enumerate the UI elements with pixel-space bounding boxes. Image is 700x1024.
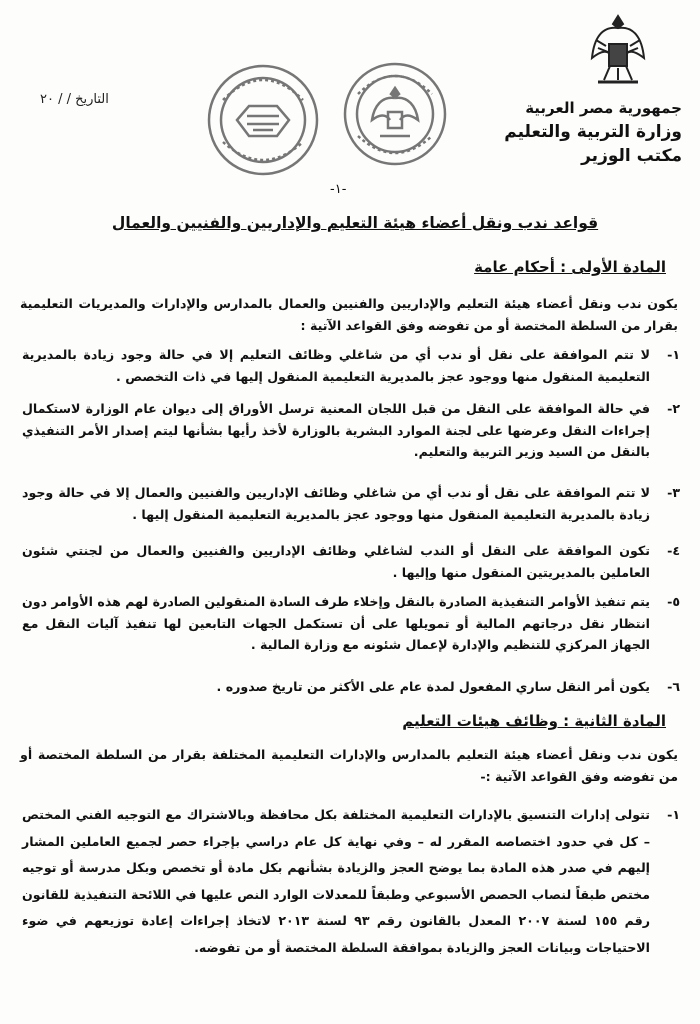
item-text: في حالة الموافقة على النقل من قبل اللجان المعنية ترسل الأوراق إلى ديوان عام الوزارة لاستكمال إجراءات النقل وعرضها على لجنة الموارد البشرية بالوزارة لأخذ رأيها بشأنها ليتم إصدار الأمر التنفيذي بالنقل من السيد وزير التربية والتعليم. (22, 401, 650, 459)
item-number: ٥- (667, 594, 680, 609)
item-number: ٢- (667, 401, 680, 416)
eagle-seal-stamp (340, 58, 450, 170)
date-line: التاريخ / / ٢٠ (40, 92, 109, 107)
item-number: ٤- (667, 543, 680, 558)
item-text: تتولى إدارات التنسيق بالإدارات التعليمية المختلفة بكل محافظة وبالاشتراك مع التوجيه الفني المختص – كل في حدود اختصاصه المقرر له – وفي نهاية كل عام دراسي بإجراء حصر لجميع العاملين المشار إليهم في صدر هذه المادة بما يوضح العجز والزيادة بشأنهم بكل مادة أو تخصص وبكل مدرسة أو توجيه مختص طبقاً لنصاب الحصص الأسبوعي وطبقاً للمعدلات الوارد النص عليها في اللائحة التنفيذية للقانون رقم ١٥٥ لسنة ٢٠٠٧ المعدل بالقانون رقم ٩٣ لسنة ٢٠١٣ لاتخاذ إجراءات إعادة توزيعهم في ضوء الاحتياجات وبيانات العجز والزيادة بموافقة السلطة المختصة أو من تفوضه. (22, 807, 651, 955)
article1-intro: يكون ندب ونقل أعضاء هيئة التعليم والإداريين والفنيين والعمال بالمدارس والإدارات والمديريات التعليمية بقرار من السلطة المختصة أو من تفوضه وفق القواعد الآتية : (20, 296, 678, 333)
item-text: يتم تنفيذ الأوامر التنفيذية الصادرة بالنقل وإخلاء طرف السادة المنقولين الصادرة لهم هذه الأوامر دون انتظار نقل درجاتهم المالية أو تمويلها على أن تستكمل الجهات التابعين لها تنفيذ آليات النقل مع الجهاز المركزي للتنظيم والإدارة لإعمال شئونه مع وزارة المالية . (22, 594, 650, 652)
ministry-name: وزارة التربية والتعليم (504, 122, 682, 142)
list-item (22, 676, 680, 698)
item-number: ١- (667, 807, 680, 822)
item-number: ١- (667, 347, 680, 362)
round-seal-stamp (203, 60, 323, 180)
document-title: قواعد ندب ونقل أعضاء هيئة التعليم والإداريين والفنيين والعمال (111, 214, 599, 232)
eagle-emblem-icon (588, 10, 648, 90)
article2-intro: يكون ندب ونقل أعضاء هيئة التعليم بالمدارس والإدارات التعليمية المختلفة بقرار من السلطة المختصة أو من تفوضه وفق القواعد الآتية :- (20, 747, 678, 784)
item-text: يكون أمر النقل ساري المفعول لمدة عام على الأكثر من تاريخ صدوره . (216, 679, 650, 694)
list-item (22, 802, 680, 961)
article1-heading: المادة الأولى : أحكام عامة (474, 258, 666, 276)
office-name: مكتب الوزير (581, 146, 682, 166)
article2-heading: المادة الثانية : وظائف هيئات التعليم (402, 712, 666, 730)
republic-name: جمهورية مصر العربية (525, 99, 682, 117)
list-item (22, 344, 680, 387)
page-number: -١- (330, 182, 347, 197)
list-item (22, 540, 680, 583)
list-item (22, 398, 680, 463)
list-item (22, 482, 680, 525)
item-number: ٣- (667, 485, 680, 500)
ministry-header (504, 96, 682, 168)
item-number: ٦- (667, 679, 680, 694)
item-text: لا تتم الموافقة على نقل أو ندب أي من شاغلي وظائف التعليم إلا في حالة وجود زيادة بالمديرية التعليمية المنقول منها ووجود عجز بالمديرية التعليمية المنقول إليها في ذات التخصص . (22, 347, 650, 384)
list-item (22, 591, 680, 656)
item-text: تكون الموافقة على النقل أو الندب لشاغلي وظائف الإداريين والفنيين والعمال من لجنتي شئون العاملين بالمديريتين المنقول منها وإليها . (22, 543, 650, 580)
item-text: لا تتم الموافقة على نقل أو ندب أي من شاغلي وظائف الإداريين والفنيين والعمال إلا في حالة وجود زيادة بالمديرية التعليمية المنقول منها ووجود عجز بالمديرية التعليمية المنقول إليها . (22, 485, 650, 522)
